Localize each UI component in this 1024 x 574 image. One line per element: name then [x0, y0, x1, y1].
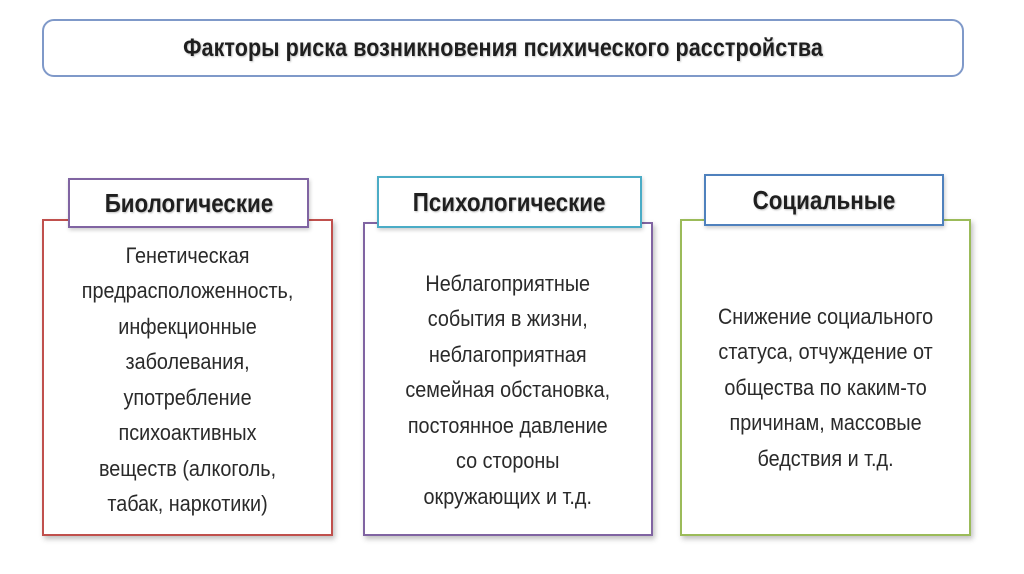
- psychological-factors-text: Неблагоприятные события в жизни, неблагоприятная семейная обстановка, постоянное давление со стороны окружающих и т.д.: [405, 270, 611, 509]
- diagram-title: Факторы риска возникновения психического расстройства: [183, 33, 823, 62]
- social-factors-text: Снижение социального статуса, отчуждение от общества по каким-то причинам, массовые бедствия и т.д.: [717, 303, 934, 471]
- psychological-heading-box: [377, 176, 642, 228]
- title-box: [42, 19, 964, 77]
- biological-factors-text: Генетическая предрасположенность, инфекционные заболевания, употребление психоактивных веществ (алкоголь, табак, наркотики): [81, 242, 294, 516]
- psychological-heading: Психологические: [413, 186, 606, 217]
- social-heading-box: [704, 174, 944, 226]
- social-heading: Социальные: [752, 184, 896, 215]
- social-factors-panel: [680, 219, 971, 536]
- biological-heading: Биологические: [104, 187, 273, 218]
- biological-factors-panel: [42, 219, 333, 536]
- biological-heading-box: [68, 178, 309, 228]
- psychological-factors-panel: [363, 222, 653, 536]
